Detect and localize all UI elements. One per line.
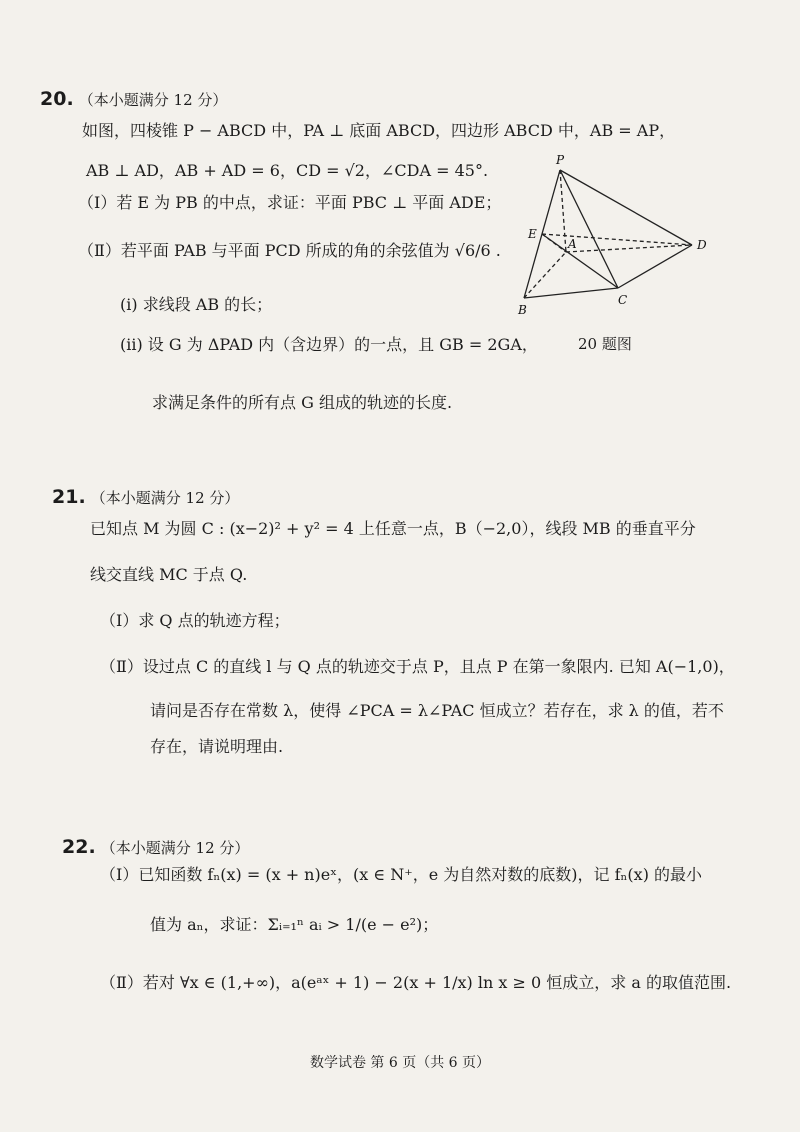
page-footer: 数学试卷 第 6 页（共 6 页） [309, 1055, 491, 1071]
q21-line-1: 已知点 M 为圆 C : (x−2)² + y² = 4 上任意一点，B（−2,0），线段 MB 的垂直平分 [90, 519, 696, 538]
q22-part-1-cont: 值为 aₙ，求证：Σᵢ₌₁ⁿ aᵢ > 1/(e − e²)； [150, 915, 439, 934]
edge-ED [542, 234, 692, 245]
q20-part-2: （Ⅱ）若平面 PAB 与平面 PCD 所成的角的余弦值为 √6/6 . [78, 241, 501, 260]
edge-PC [560, 170, 618, 288]
label-B: B [518, 303, 527, 317]
q20-line-2: AB ⊥ AD，AB + AD = 6，CD = √2，∠CDA = 45°. [86, 161, 489, 180]
q22-part-1: （Ⅰ）已知函数 fₙ(x) = (x + n)eˣ，(x ∈ N⁺，e 为自然对数的底数)，记 fₙ(x) 的最小 [100, 865, 703, 884]
q21-score: （本小题满分 12 分） [90, 489, 240, 507]
q20-heading [40, 88, 227, 111]
edge-BC [524, 288, 618, 298]
q20-score: （本小题满分 12 分） [78, 91, 228, 109]
edge-EC [542, 234, 618, 288]
q20-part-1: （Ⅰ）若 E 为 PB 的中点，求证：平面 PBC ⊥ 平面 ADE； [78, 193, 502, 212]
q22-part-2: （Ⅱ）若对 ∀x ∈ (1,+∞)，a(eᵃˣ + 1) − 2(x + 1/x) ln x ≥ 0 恒成立，求 a 的取值范围. [100, 973, 732, 992]
edge-AD [566, 245, 692, 252]
edge-PA [560, 170, 566, 252]
q20-sub-ii: (ii) 设 G 为 ΔPAD 内（含边界）的一点，且 GB = 2GA， [120, 335, 538, 354]
q21-line-2: 线交直线 MC 于点 Q. [90, 565, 248, 584]
q21-heading [52, 486, 239, 509]
label-E: E [528, 227, 537, 241]
q20-sub-i: (i) 求线段 AB 的长； [120, 295, 273, 314]
label-A: A [568, 237, 577, 251]
q21-number: 21. [52, 486, 86, 508]
q21-part-1: （Ⅰ）求 Q 点的轨迹方程； [100, 611, 290, 630]
figure-caption: 20 题图 [578, 335, 632, 353]
q21-part-2-cont-1: 请问是否存在常数 λ，使得 ∠PCA = λ∠PAC 恒成立？若存在，求 λ 的值，若不 [150, 701, 724, 720]
q20-number: 20. [40, 88, 74, 110]
q21-part-2-cont-2: 存在，请说明理由. [150, 737, 284, 756]
edge-PD [560, 170, 692, 245]
label-P: P [556, 153, 565, 167]
label-D: D [697, 238, 707, 252]
q22-heading [62, 836, 249, 859]
q22-number: 22. [62, 836, 96, 858]
q20-line-1: 如图，四棱锥 P − ABCD 中，PA ⊥ 底面 ABCD，四边形 ABCD 中，AB = AP， [82, 121, 676, 140]
pyramid-figure [500, 150, 720, 320]
edge-CD [618, 245, 692, 288]
q20-sub-ii-cont: 求满足条件的所有点 G 组成的轨迹的长度. [152, 393, 453, 412]
q22-score: （本小题满分 12 分） [100, 839, 250, 857]
label-C: C [618, 293, 628, 307]
q21-part-2: （Ⅱ）设过点 C 的直线 l 与 Q 点的轨迹交于点 P，且点 P 在第一象限内. 已知 A(−1,0)， [100, 657, 735, 676]
